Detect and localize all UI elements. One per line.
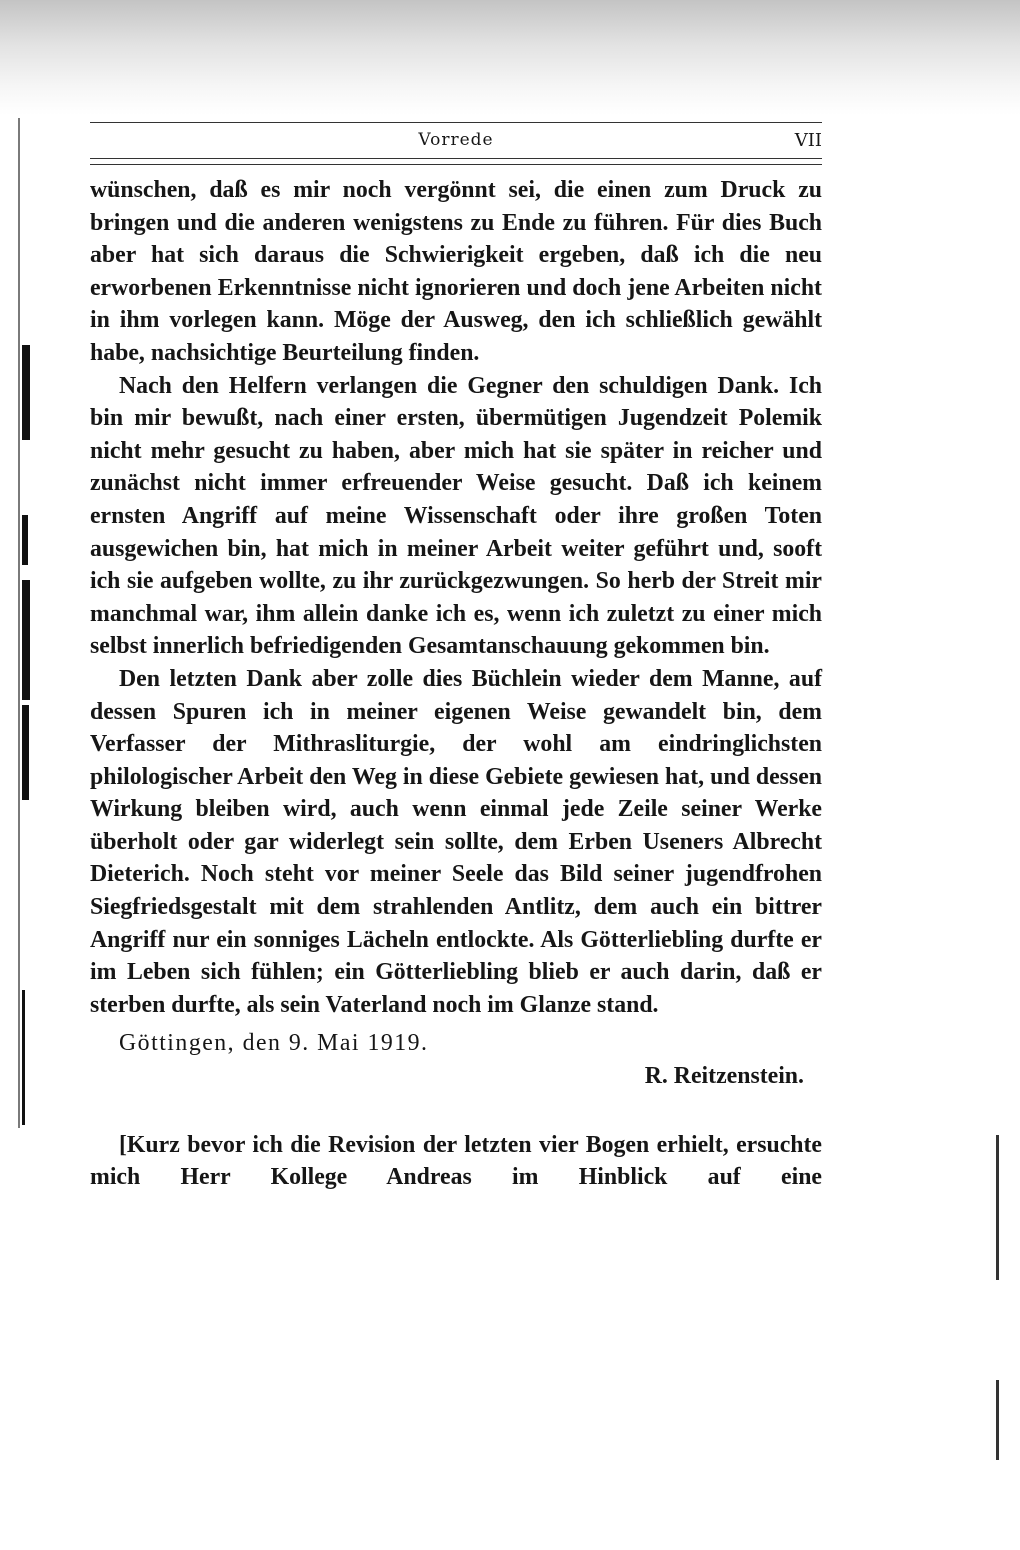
bracketed-note: [Kurz bevor ich die Revision der letzten vier Bogen erhielt, ersuchte mich Herr Kollege Andreas im Hinblick auf eine [90,1131,822,1191]
running-title: Vorrede [418,130,494,150]
paragraph-helpers: Nach den Helfern verlangen die Gegner den schuldigen Dank. Ich bin mir bewußt, nach einer ersten, übermütigen Jugendzeit Polemik nicht mehr gesucht zu haben, aber mich hat sie später in reicher und zunächst nicht immer erfreuender Weise gesucht. Daß ich keinem ernsten Angriff auf meine Wissenschaft oder ihre großen Toten ausgewichen bin, hat mich in meiner Arbeit weiter geführt und, sooft ich sie aufgeben wollte, zu ihr zurückgezwungen. So herb der Streit mir manchmal war, ihm allein danke ich es, wenn ich zuletzt zu einer mich selbst innerlich befriedigenden Gesamtanschauung gekommen bin. [90,372,822,660]
binding-shadow-mark [22,990,25,1125]
signature: R. Reitzenstein. [644,1063,804,1090]
dateline: Göttingen, den 9. Mai 1919. [119,1030,429,1057]
page-header [90,118,822,170]
paragraph-continued: wünschen, daß es mir noch vergönnt sei, die einen zum Druck zu bringen und die anderen wenigstens zu Ende zu führen. Für dies Buch aber hat sich daraus die Schwierigkeit ergeben, daß ich die neu erworbenen Erkenntnisse nicht ignorieren und doch jene Arbeiten nicht in ihm vorlegen kann. Möge der Ausweg, den ich schließlich gewählt habe, nachsichtige Beurteilung finden. [90,177,822,366]
binding-shadow-mark [22,345,30,440]
page-left-edge [18,118,20,1128]
paragraph-dank: Den letzten Dank aber zolle dies Büchlein wieder dem Manne, auf dessen Spuren ich in meiner eigenen Weise gewandelt bin, dem Verfasser der Mithrasliturgie, der wohl am eindringlichsten philologischer Arbeit den Weg in diese Gebiete gewiesen hat, und dessen Wirkung bleiben wird, auch wenn einmal jede Zeile seiner Werke überholt oder gar widerlegt sein sollte, dem Erben Useners Albrecht Dieterich. Noch steht vor meiner Seele das Bild seiner jugendfrohen Siegfriedsgestalt mit dem strahlenden Antlitz, dem auch ein bittrer Angriff nur ein sonniges Lächeln entlockte. Als Götterliebling durfte er im Leben sich fühlen; ein Götterliebling blieb er auch darin, daß er sterben durfte, als sein Vaterland noch im Glanze stand. [90,665,822,1018]
binding-shadow-mark [22,515,28,565]
right-edge-shadow-mark [996,1135,999,1280]
header-rule-bottom [90,158,822,165]
body-text [90,174,822,1194]
header-rule-top [90,122,822,123]
right-edge-shadow-mark [996,1380,999,1460]
binding-shadow-mark [22,705,29,800]
binding-shadow-mark [22,580,30,700]
scan-top-shadow [0,0,1020,115]
page-number: VII [794,130,822,151]
